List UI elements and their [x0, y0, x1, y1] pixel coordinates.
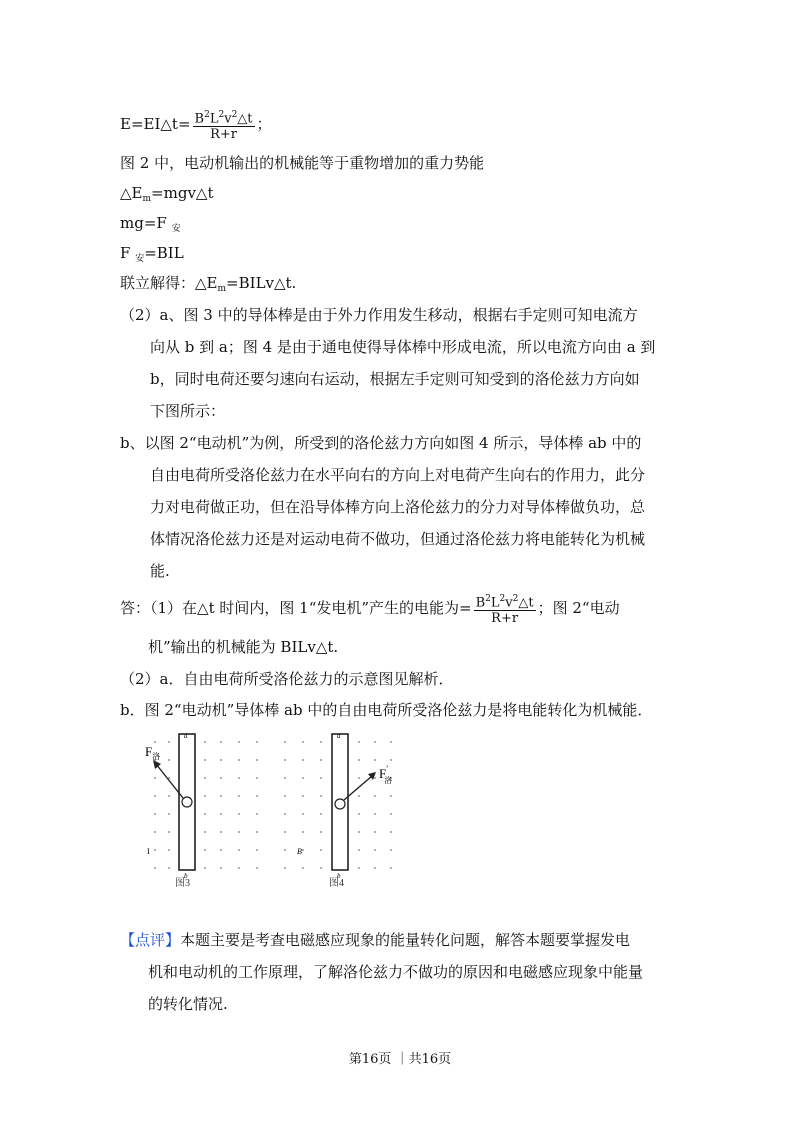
field-dot: [168, 867, 170, 869]
field-dot: [374, 741, 376, 743]
field-dot: [358, 777, 360, 779]
delta-em-equation: $\triangle E_m=mgv\triangle t$: [120, 184, 214, 204]
field-dot: [220, 759, 222, 761]
field-dot: [220, 777, 222, 779]
part2-line3: b，同时电荷还要匀速向右运动，根据左手定则可知受到的洛伦兹力方向如: [150, 370, 640, 388]
force-label-left: $F_洛$: [145, 744, 161, 761]
field-dot: [204, 777, 206, 779]
right-side-label: B: [297, 847, 302, 856]
field-dot: [154, 867, 156, 869]
partb-line4: 体情况洛伦兹力还是对运动电荷不做功，但通过洛伦兹力将电能转化为机械: [150, 530, 646, 548]
field-dot: [284, 867, 286, 869]
comment-line3: 的转化情况.: [148, 995, 228, 1013]
field-dot: [204, 867, 206, 869]
caption-fig4: 图4: [329, 878, 344, 888]
field-dot: [358, 741, 360, 743]
field-dot: [374, 777, 376, 779]
field-dot: [320, 831, 322, 833]
energy-equation: [120, 108, 272, 142]
field-dot: [168, 849, 170, 851]
ans-fraction: $\frac{B^2L^2v^2\triangle t}{R+r}$: [475, 594, 534, 627]
part2-line1: （2）a、图 3 中的导体棒是由于外力作用发生移动，根据右手定则可知电流方: [120, 306, 638, 324]
field-dot: [320, 795, 322, 797]
answer-line4: b．图 2“电动机”导体棒 ab 中的自由电荷所受洛伦兹力是将电能转化为机械能．: [120, 701, 653, 719]
field-dot: [284, 759, 286, 761]
field-dot: [204, 849, 206, 851]
field-dot: [168, 741, 170, 743]
eq-lhs: E=EI△t=: [120, 115, 191, 134]
field-dot: [390, 813, 392, 815]
field-dot: [168, 759, 170, 761]
field-dot: [390, 759, 392, 761]
field-dot: [220, 813, 222, 815]
eq-denominator: R+r: [210, 127, 237, 143]
part2-line2: 向从 b 到 a；图 4 是由于通电使得导体棒中形成电流，所以电流方向由 a 到: [150, 338, 656, 356]
field-dot: [320, 741, 322, 743]
field-dot: [220, 795, 222, 797]
field-dot: [154, 813, 156, 815]
field-dot: [204, 759, 206, 761]
magnetic-field-dots-left: [154, 741, 258, 869]
field-dot: [302, 813, 304, 815]
field-dot: [238, 759, 240, 761]
field-dot: [238, 777, 240, 779]
answer-line1: 答：（1）在△t 时间内，图 1“发电机”产生的电能为= $\frac{B^2L^2v^2\triangle t}{R+r}$ ；图 2“电动: [120, 594, 620, 627]
field-dot: [238, 813, 240, 815]
field-dot: [238, 849, 240, 851]
field-dot: [256, 867, 258, 869]
field-dot: [220, 741, 222, 743]
field-dot: [220, 867, 222, 869]
field-dot: [302, 795, 304, 797]
field-dot: [358, 831, 360, 833]
field-dot: [220, 831, 222, 833]
field-dot: [256, 831, 258, 833]
field-dot: [374, 831, 376, 833]
field-dot: [256, 741, 258, 743]
rod-left-top-label: a: [184, 732, 188, 740]
field-dot: [204, 741, 206, 743]
field-dot: [374, 795, 376, 797]
field-dot: [284, 795, 286, 797]
field-dot: [302, 759, 304, 761]
field-dot: [284, 849, 286, 851]
page-footer: 第16页 ｜共16页: [348, 1052, 452, 1067]
field-dot: [358, 759, 360, 761]
partb-line3: 力对电荷做正功，但在沿导体棒方向上洛伦兹力的分力对导体棒做负功，总: [150, 498, 646, 516]
field-dot: [320, 813, 322, 815]
field-dot: [302, 849, 304, 851]
field-dot: [390, 795, 392, 797]
field-dot: [256, 795, 258, 797]
field-dot: [390, 849, 392, 851]
motor-energy-statement: 图 2 中，电动机输出的机械能等于重物增加的重力势能: [120, 154, 485, 172]
field-dot: [238, 741, 240, 743]
field-dot: [204, 813, 206, 815]
field-dot: [204, 831, 206, 833]
field-dot: [302, 831, 304, 833]
field-dot: [320, 867, 322, 869]
field-dot: [320, 849, 322, 851]
comment-tag: 【点评】: [120, 931, 181, 949]
field-dot: [256, 777, 258, 779]
rod-right-bottom-label: b: [337, 872, 341, 880]
field-dot: [220, 849, 222, 851]
comment-line2: 机和电动机的工作原理，了解洛伦兹力不做功的原因和电磁感应现象中能量: [148, 963, 644, 981]
field-dot: [256, 759, 258, 761]
answer-line3: （2）a．自由电荷所受洛伦兹力的示意图见解析．: [120, 670, 454, 688]
field-dot: [154, 831, 156, 833]
field-dot: [284, 741, 286, 743]
field-dot: [284, 831, 286, 833]
field-dot: [238, 795, 240, 797]
field-dot: [302, 741, 304, 743]
left-side-label: I: [147, 847, 150, 856]
field-dot: [256, 813, 258, 815]
field-dot: [320, 777, 322, 779]
field-dot: [154, 777, 156, 779]
field-dot: [358, 867, 360, 869]
rod-left-bottom-label: b: [184, 872, 188, 880]
force-label-right: F′洛: [379, 764, 393, 785]
field-dot: [284, 777, 286, 779]
field-dot: [154, 849, 156, 851]
charge-left: [182, 797, 192, 807]
field-dot: [374, 849, 376, 851]
field-dot: [358, 795, 360, 797]
field-dot: [390, 867, 392, 869]
arrowhead-left: [153, 760, 161, 769]
field-dot: [358, 849, 360, 851]
field-dot: [204, 795, 206, 797]
field-dot: [154, 741, 156, 743]
field-dot: [358, 813, 360, 815]
field-dot: [238, 867, 240, 869]
ampere-force-equation: F $_安$=BIL: [120, 244, 184, 264]
answer-line2: 机”输出的机械能为 BILv△t.: [148, 638, 339, 656]
field-dot: [284, 813, 286, 815]
field-dot: [302, 777, 304, 779]
field-dot: [302, 867, 304, 869]
eq-numerator: $B^2L^2v^2\triangle t$: [194, 110, 253, 127]
field-dot: [168, 831, 170, 833]
rod-right-top-label: a: [337, 732, 341, 740]
field-dot: [374, 813, 376, 815]
field-dot: [154, 795, 156, 797]
field-dot: [168, 813, 170, 815]
field-dot: [390, 741, 392, 743]
partb-line2: 自由电荷所受洛伦兹力在水平向右的方向上对电荷产生向右的作用力，此分: [150, 466, 646, 484]
charge-right: [335, 799, 345, 809]
mg-equation: mg=F $_安$: [120, 214, 181, 234]
caption-fig3: 图3: [175, 878, 190, 888]
eq-tail: ；: [256, 115, 272, 134]
field-dot: [374, 759, 376, 761]
field-dot: [238, 831, 240, 833]
field-dot: [168, 795, 170, 797]
combined-result: 联立解得：$\triangle E_m=BILv\triangle t$.: [120, 274, 297, 294]
lorentz-force-figure: [139, 728, 419, 888]
field-dot: [390, 831, 392, 833]
field-dot: [256, 849, 258, 851]
partb-line1: b、以图 2“电动机”为例，所受到的洛伦兹力方向如图 4 所示，导体棒 ab 中的: [120, 434, 642, 452]
part2-line4: 下图所示：: [150, 402, 226, 420]
field-dot: [320, 759, 322, 761]
partb-line5: 能.: [150, 562, 170, 580]
comment-line1: 【点评】本题主要是考查电磁感应现象的能量转化问题，解答本题要掌握发电: [120, 931, 631, 949]
eq-fraction: [193, 108, 255, 142]
field-dot: [374, 867, 376, 869]
